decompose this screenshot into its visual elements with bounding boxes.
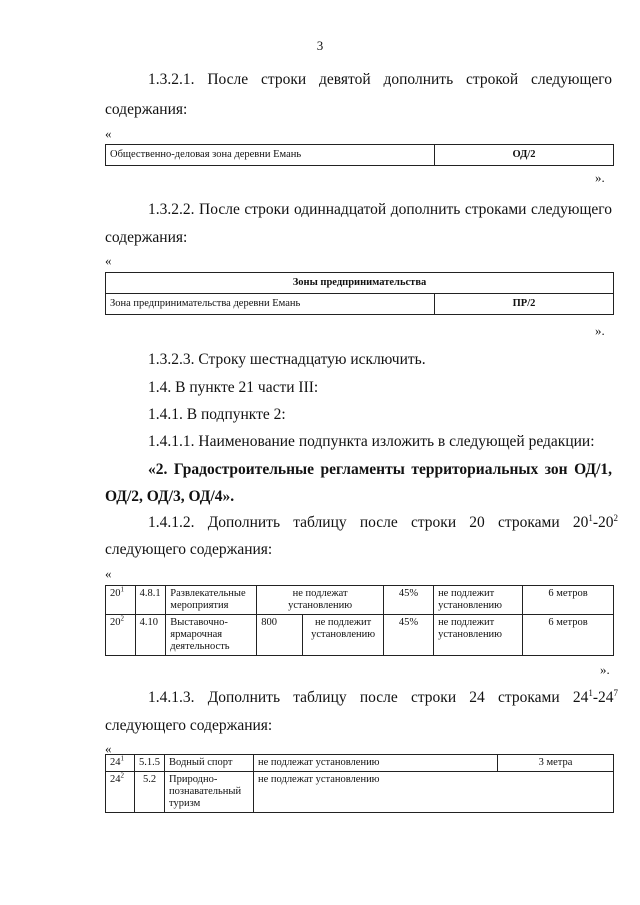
paragraph-9-line2: следующего содержания: [105,717,273,734]
superscript: 2 [613,512,618,523]
height-cell: 3 метра [498,755,614,772]
row-number-cell: $24^1$ [106,755,135,772]
code-cell: 4.10 [135,615,166,656]
code-cell: 5.1.5 [135,755,165,772]
paragraph-8-range: -20 [592,514,614,531]
table-row [106,586,614,615]
parameters-cell: не подлежат установлению [254,772,614,813]
paragraph-4: 1.4. В пункте 21 части III: [148,379,319,396]
row-number-cell: $20^1$ [106,586,136,615]
table-row [106,615,614,656]
table-4 [105,754,614,813]
code-cell: 5.2 [135,772,165,813]
table-3 [105,585,614,656]
zone-name-cell: Общественно-деловая зона деревни Емань [106,145,435,166]
paragraph-9-text: 1.4.1.3. Дополнить таблицу после строки 24 строками 24 [148,689,589,706]
quote-open-3: « [105,566,112,581]
superscript: 1 [588,512,593,523]
zone-code-cell: ОД/2 [435,145,614,166]
superscript: 1 [588,687,593,698]
superscript: 7 [613,687,618,698]
paragraph-9-line1 [148,688,618,708]
paragraph-3: 1.3.2.3. Строку шестнадцатую исключить. [148,351,426,368]
parameters-cell: не подлежат установлению [254,755,498,772]
paragraph-6: 1.4.1.1. Наименование подпункта изложить в следующей редакции: [148,433,595,450]
paragraph-8-line2: следующего содержания: [105,541,273,558]
use-name-cell: Выставочно-ярмарочная деятельность [166,615,257,656]
paragraph-7-line1: «2. Градостроительные регламенты территориальных зон ОД/1, [148,461,612,478]
quote-open-1: « [105,126,112,141]
code-cell: 4.8.1 [135,586,166,615]
percent-cell: 45% [383,586,433,615]
page-number: 3 [316,38,324,53]
min-area-cell: 800 [257,615,303,656]
paragraph-7-line2: ОД/2, ОД/3, ОД/4». [105,488,235,505]
paragraph-9-range: -24 [592,689,614,706]
height-cell: 6 метров [522,586,613,615]
percent-cell: 45% [383,615,433,656]
paragraph-8-text: 1.4.1.2. Дополнить таблицу после строки 20 строками 20 [148,514,589,531]
paragraph-2-line2: содержания: [105,229,188,246]
setback-cell: не подлежит установлению [434,615,523,656]
table-row [106,273,614,294]
use-name-cell: Развлекательные мероприятия [166,586,257,615]
table-2 [105,272,614,315]
paragraph-2-line1: 1.3.2.2. После строки одиннадцатой дополнить строками следующего [148,201,612,218]
max-area-cell: не подлежит установлению [303,615,384,656]
quote-open-4: « [105,741,112,756]
table-1 [105,144,614,166]
table-2-header: Зоны предпринимательства [106,273,614,294]
row-number-cell: $20^2$ [106,615,136,656]
paragraph-8-line1 [148,513,618,533]
area-cell: не подлежат установлению [257,586,384,615]
quote-close-1: ». [595,170,605,185]
use-name-cell: Природно-познавательный туризм [165,772,254,813]
paragraph-5: 1.4.1. В подпункте 2: [148,406,286,423]
table-row [106,755,614,772]
quote-close-2: ». [595,323,605,338]
table-row [106,772,614,813]
quote-open-2: « [105,253,112,268]
zone-name-cell: Зона предпринимательства деревни Емань [106,294,435,315]
height-cell: 6 метров [522,615,613,656]
row-number-cell: $24^2$ [106,772,135,813]
table-row [106,294,614,315]
quote-close-3: ». [600,662,610,677]
paragraph-1-line1: 1.3.2.1. После строки девятой дополнить строкой следующего [148,71,612,88]
use-name-cell: Водный спорт [165,755,254,772]
zone-code-cell: ПР/2 [435,294,614,315]
paragraph-1-line2: содержания: [105,101,188,118]
table-row [106,145,614,166]
setback-cell: не подлежит установлению [434,586,523,615]
